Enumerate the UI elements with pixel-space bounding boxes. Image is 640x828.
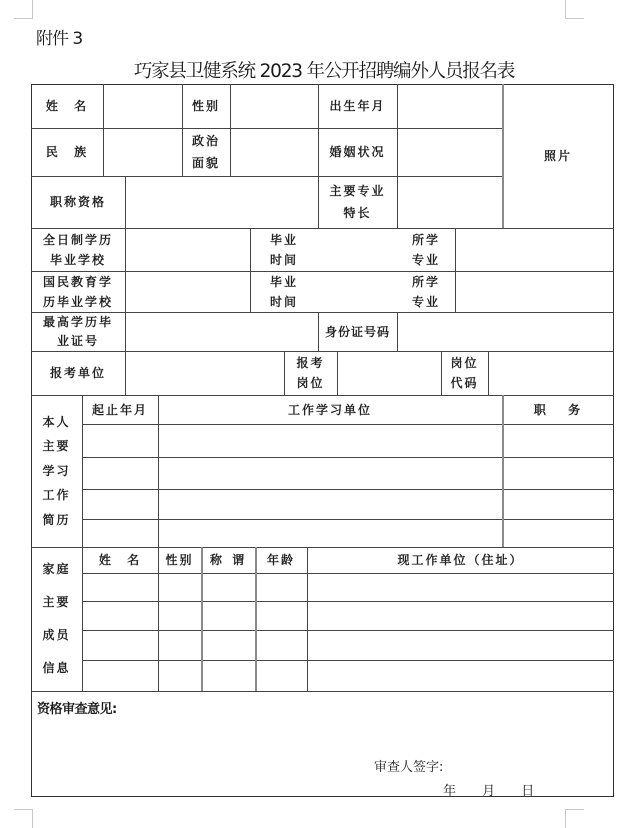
label-line: 代码 [450,376,479,390]
resume-position-field[interactable] [502,457,614,489]
marital-status-field[interactable] [397,128,502,176]
family-gender-field[interactable] [158,601,201,630]
id-number-field[interactable] [397,312,614,351]
family-name-field[interactable] [82,601,158,630]
family-name-field[interactable] [82,573,158,601]
family-name-field[interactable] [82,660,158,691]
page-corner-mark [14,0,33,19]
resume-position-field[interactable] [502,519,614,547]
specialty-field[interactable] [397,176,502,228]
family-age-field[interactable] [255,601,307,630]
family-header-relation: 称 谓 [209,553,247,567]
attachment-label: 附件 3 [36,29,83,49]
family-relation-field[interactable] [201,660,255,691]
gender-field[interactable] [230,84,318,128]
label-line: 面貌 [191,156,220,170]
label-line: 专业 [411,252,440,267]
label-name: 姓 名 [45,99,89,113]
fulltime-graduation-time-field[interactable] [318,228,397,271]
label-line: 国民教育学 [42,274,113,289]
birth-field[interactable] [397,84,502,128]
label-line: 历毕业学校 [42,294,113,309]
label-line: 简历 [42,512,71,527]
label-line: 家庭 [42,562,71,576]
review-date-label: 年 月 日 [443,784,535,799]
resume-unit-field[interactable] [158,519,502,547]
family-relation-field[interactable] [201,601,255,630]
label-line: 主要专业 [329,184,386,198]
resume-period-field[interactable] [82,519,158,547]
family-age-field[interactable] [255,630,307,660]
national-graduation-time-field[interactable] [318,271,397,312]
form-title: 巧家县卫健系统 2023 年公开招聘编外人员报名表 [133,61,515,82]
label-line: 成员 [42,628,71,642]
family-workplace-field[interactable] [307,573,614,601]
post-code-field[interactable] [488,351,614,395]
family-age-field[interactable] [255,660,307,691]
label-line: 时间 [269,252,298,267]
professional-title-field[interactable] [125,176,318,228]
apply-post-field[interactable] [337,351,441,395]
label-line: 毕业 [269,232,298,247]
label-line: 报考 [296,356,325,370]
reviewer-signature-label: 审查人签字: [374,760,444,775]
label-line: 全日制学历 [42,232,113,247]
fulltime-school-field[interactable] [125,228,250,271]
label-gender: 性别 [191,99,220,113]
family-name-field[interactable] [82,630,158,660]
resume-period-field[interactable] [82,424,158,457]
label-ethnicity: 民 族 [45,145,89,159]
resume-position-field[interactable] [502,489,614,519]
label-graduation-time [250,271,318,312]
resume-header-period: 起止年月 [91,402,148,417]
label-post-code [441,351,488,395]
family-header-name: 姓 名 [98,553,142,567]
family-gender-field[interactable] [158,660,201,691]
family-workplace-field[interactable] [307,601,614,630]
label-id-number: 身份证号码 [324,324,390,339]
label-line: 最高学历毕 [42,314,113,329]
label-line: 专业 [411,294,440,309]
label-line: 业证号 [56,333,99,348]
page-corner-mark [565,809,584,828]
label-line: 特长 [343,206,372,220]
family-relation-field[interactable] [201,573,255,601]
label-line: 本人 [42,414,71,429]
label-line: 岗位 [450,356,479,370]
family-age-field[interactable] [255,573,307,601]
label-diploma-number [31,312,125,351]
label-family [31,547,82,691]
label-line: 主要 [42,595,71,609]
label-line: 主要 [42,439,71,454]
label-line: 所学 [411,232,440,247]
resume-unit-field[interactable] [158,457,502,489]
label-major [397,228,455,271]
label-line: 政治 [191,134,220,148]
label-marital-status: 婚姻状况 [329,145,386,159]
family-header-gender: 性别 [165,553,194,567]
label-resume [31,395,82,547]
label-line: 工作 [42,488,71,503]
national-school-field[interactable] [125,271,250,312]
label-line: 毕业学校 [49,252,106,267]
label-line: 毕业 [269,274,298,289]
review-opinion-label: 资格审查意见: [37,702,117,717]
name-field[interactable] [103,84,182,128]
resume-header-position: 职 务 [533,402,583,417]
label-political-status [182,128,230,176]
family-gender-field[interactable] [158,630,201,660]
label-major [397,271,455,312]
label-apply-unit: 报考单位 [49,366,106,380]
resume-unit-field[interactable] [158,489,502,519]
photo-box[interactable]: 照片 [543,149,572,163]
family-workplace-field[interactable] [307,630,614,660]
label-professional-title: 职称资格 [49,195,106,209]
resume-period-field[interactable] [82,489,158,519]
label-line: 岗位 [296,376,325,390]
diploma-number-field[interactable] [125,312,318,351]
label-line: 时间 [269,294,298,309]
national-major-field[interactable] [455,271,614,312]
page-corner-mark [565,0,584,19]
label-national-school [31,271,125,312]
row-divider [31,691,614,692]
label-specialty [318,176,397,228]
label-fulltime-school [31,228,125,271]
resume-unit-field[interactable] [158,424,502,457]
label-apply-post [284,351,337,395]
ethnicity-field[interactable] [103,128,182,176]
label-line: 学习 [42,463,71,478]
family-gender-field[interactable] [158,573,201,601]
apply-unit-field[interactable] [125,351,284,395]
resume-position-field[interactable] [502,424,614,457]
resume-period-field[interactable] [82,457,158,489]
label-line: 信息 [42,661,71,675]
page-corner-mark [14,809,33,828]
family-workplace-field[interactable] [307,660,614,691]
fulltime-major-field[interactable] [455,228,614,271]
label-line: 所学 [411,274,440,289]
family-relation-field[interactable] [201,630,255,660]
political-status-field[interactable] [230,128,318,176]
label-birth: 出生年月 [329,99,386,113]
family-header-workplace: 现工作单位（住址） [397,553,524,567]
resume-header-unit: 工作学习单位 [287,402,372,417]
label-graduation-time [250,228,318,271]
family-header-age: 年龄 [266,553,295,567]
